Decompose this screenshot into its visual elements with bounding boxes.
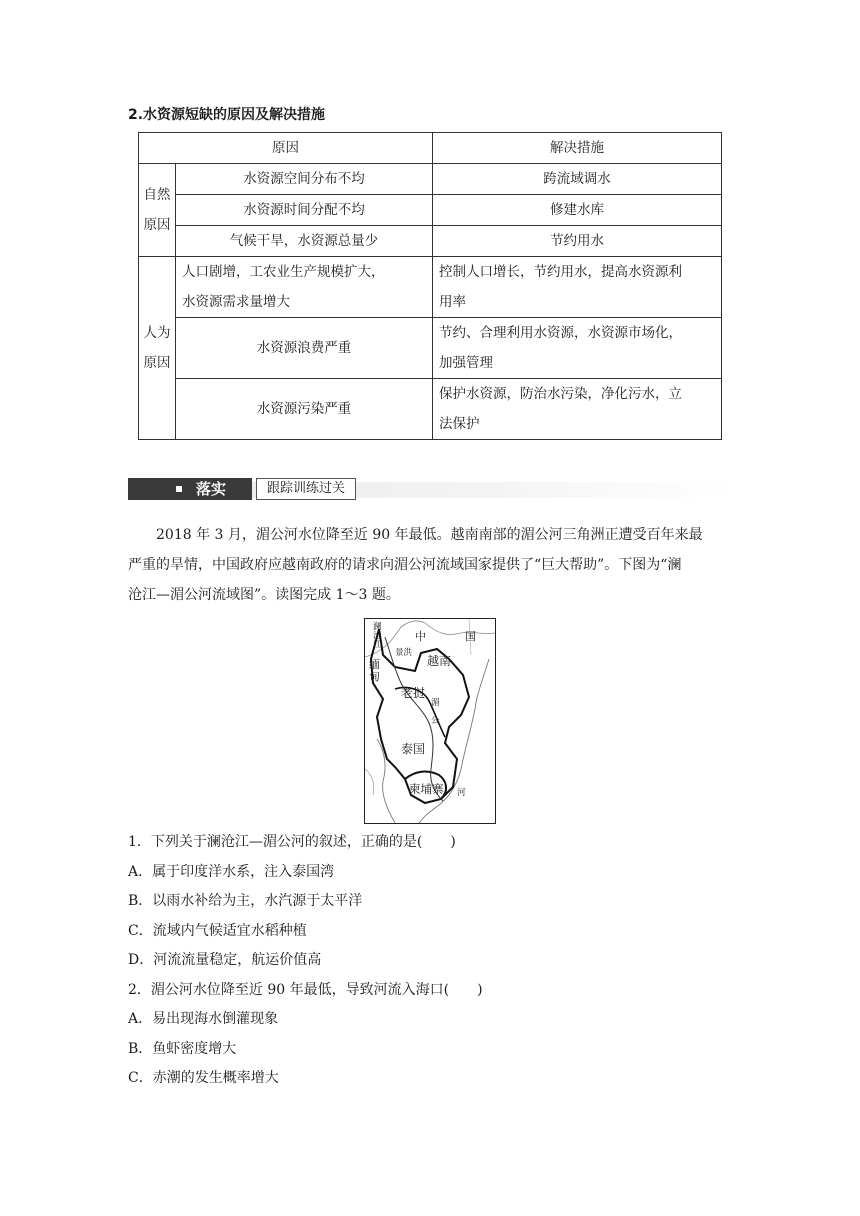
table-row bbox=[139, 226, 722, 257]
human-cause-label: 人为 原因 bbox=[139, 257, 176, 440]
option-2b: B．鱼虾密度增大 bbox=[128, 1040, 237, 1057]
china-label-2: 国 bbox=[465, 630, 476, 643]
myanmar-label: 缅 甸 bbox=[369, 658, 380, 683]
cambodia-label: 柬埔寨 bbox=[409, 782, 444, 796]
cause-cell: 水资源浪费严重 bbox=[176, 318, 433, 379]
option-1b: B．以雨水补给为主，水汽源于太平洋 bbox=[128, 893, 363, 909]
measure-cell: 跨流域调水 bbox=[433, 164, 722, 195]
option-2a: A．易出现海水倒灌现象 bbox=[128, 1011, 279, 1027]
table-row bbox=[139, 164, 722, 195]
natural-cause-label: 自然 原因 bbox=[139, 164, 176, 257]
square-bullet-icon bbox=[176, 486, 182, 492]
passage-text: 2018 年 3 月，湄公河水位降至近 90 年最低。越南南部的湄公河三角洲正遭受百年来最 严重的旱情，中国政府应越南政府的请求向湄公河流域国家提供了“巨大帮助”。下图为“澜 沧江—湄公河流域图”。读图完成 1～3 题。 bbox=[128, 527, 703, 603]
table-row bbox=[139, 195, 722, 226]
cause-cell: 水资源时间分配不均 bbox=[176, 195, 433, 226]
cause-cell: 水资源空间分布不均 bbox=[176, 164, 433, 195]
vietnam-label: 越南 bbox=[427, 654, 452, 668]
question-2: 2．湄公河水位降至近 90 年最低，导致河流入海口( ) bbox=[128, 981, 483, 998]
banner-main-tag: 落实 bbox=[128, 478, 252, 500]
cause-cell: 人口剧增，工农业生产规模扩大， 水资源需求量增大 bbox=[176, 257, 433, 318]
measure-cell: 节约、合理利用水资源，水资源市场化， 加强管理 bbox=[433, 318, 722, 379]
thailand-label: 泰国 bbox=[401, 742, 426, 756]
option-1d: D．河流流量稳定，航运价值高 bbox=[128, 952, 322, 968]
header-measure: 解决措施 bbox=[433, 133, 722, 164]
water-shortage-table bbox=[138, 132, 722, 440]
passage bbox=[128, 520, 734, 610]
option-1c: C．流域内气候适宜水稻种植 bbox=[128, 922, 307, 939]
mekong-label-1: 湄 bbox=[431, 698, 440, 708]
section-heading: 2.水资源短缺的原因及解决措施 bbox=[128, 107, 326, 123]
table-row bbox=[139, 257, 722, 318]
measure-cell: 保护水资源，防治水污染，净化污水，立 法保护 bbox=[433, 379, 722, 440]
header-cause: 原因 bbox=[139, 133, 433, 164]
cause-cell: 水资源污染严重 bbox=[176, 379, 433, 440]
mekong-label-3: 河 bbox=[457, 788, 466, 798]
cause-cell: 气候干旱，水资源总量少 bbox=[176, 226, 433, 257]
section-banner bbox=[128, 474, 732, 502]
laos-label: 老挝 bbox=[401, 686, 426, 700]
lancang-label: 澜 沧 江 bbox=[373, 622, 382, 650]
mekong-basin-map bbox=[364, 618, 496, 824]
china-label-1: 中 bbox=[415, 630, 426, 643]
jinghong-label: 景洪 bbox=[395, 648, 413, 658]
question-1: 1．下列关于澜沧江—湄公河的叙述，正确的是( ) bbox=[128, 834, 456, 850]
mekong-label-2: 公 bbox=[431, 716, 440, 726]
table-row bbox=[139, 318, 722, 379]
table-header-row bbox=[139, 133, 722, 164]
banner-sub-tag: 跟踪训练过关 bbox=[256, 478, 356, 500]
question-list bbox=[128, 828, 483, 1094]
option-2c: C．赤潮的发生概率增大 bbox=[128, 1070, 279, 1086]
option-1a: A．属于印度洋水系，注入泰国湾 bbox=[128, 863, 335, 880]
measure-cell: 控制人口增长，节约用水，提高水资源利 用率 bbox=[433, 257, 722, 318]
measure-cell: 节约用水 bbox=[433, 226, 722, 257]
table-row bbox=[139, 379, 722, 440]
measure-cell: 修建水库 bbox=[433, 195, 722, 226]
